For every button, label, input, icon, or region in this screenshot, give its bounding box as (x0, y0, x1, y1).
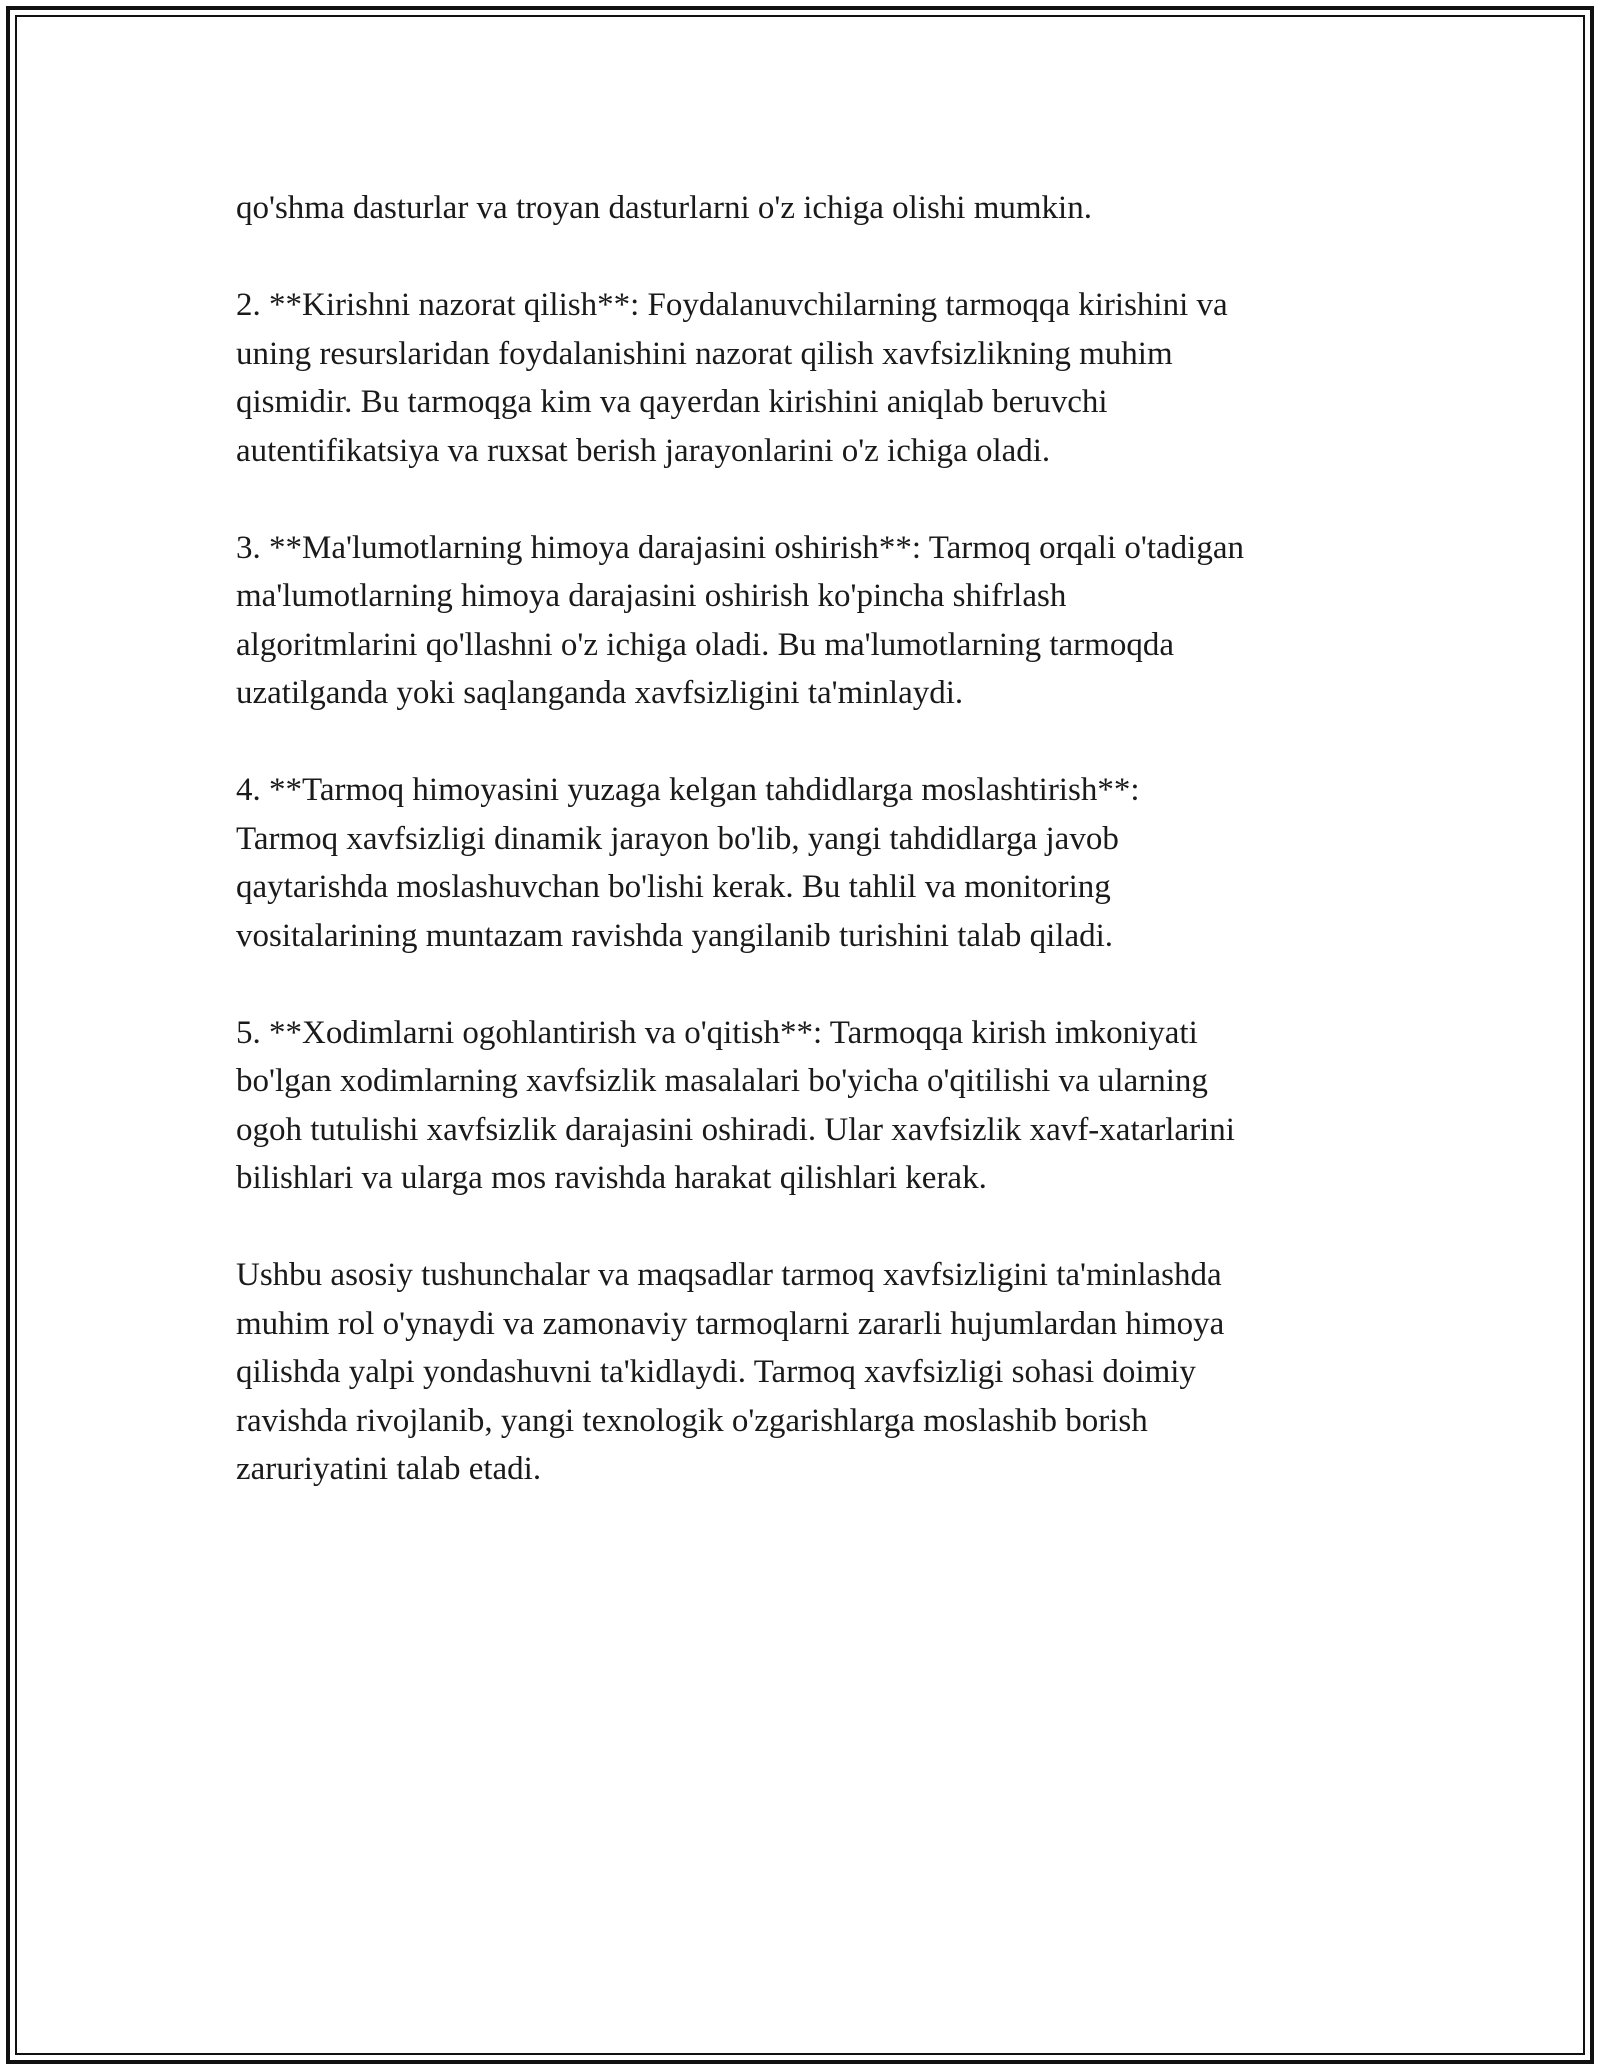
paragraph-data-protection: 3. **Ma'lumotlarning himoya darajasini oshirish**: Tarmoq orqali o'tadigan ma'lumotlarning himoya darajasini oshirish ko'pincha shifrlash algoritmlarini qo'llashni o'z ichiga oladi. Bu ma'lumotlarning tarmoqda uzatilganda yoki saqlanganda xavfsizligini ta'minlaydi. (236, 529, 1244, 711)
document-body (236, 184, 1396, 1542)
paragraph-continuation: qo'shma dasturlar va troyan dasturlarni o'z ichiga olishi mumkin. (236, 190, 1092, 226)
paragraph-threat-adaptation: 4. **Tarmoq himoyasini yuzaga kelgan tahdidlarga moslashtirish**: Tarmoq xavfsizligi dinamik jarayon bo'lib, yangi tahdidlarga javob qaytarishda moslashuvchan bo'lishi kerak. Bu tahlil va monitoring vositalarining muntazam ravishda yangilanib turishini talab qiladi. (236, 772, 1140, 954)
paragraph-conclusion: Ushbu asosiy tushunchalar va maqsadlar tarmoq xavfsizligini ta'minlashda muhim rol o'ynaydi va zamonaviy tarmoqlarni zararli hujumlardan himoya qilishda yalpi yondashuvni ta'kidlaydi. Tarmoq xavfsizligi sohasi doimiy ravishda rivojlanib, yangi texnologik o'zgarishlarga moslashib borish zaruriyatini talab etadi. (236, 1257, 1225, 1487)
paragraph-staff-training: 5. **Xodimlarni ogohlantirish va o'qitish**: Tarmoqqa kirish imkoniyati bo'lgan xodimlarning xavfsizlik masalalari bo'yicha o'qitilishi va ularning ogoh tutulishi xavfsizlik darajasini oshiradi. Ular xavfsizlik xavf-xatarlarini bilishlari va ularga mos ravishda harakat qilishlari kerak. (236, 1014, 1235, 1196)
paragraph-access-control: 2. **Kirishni nazorat qilish**: Foydalanuvchilarning tarmoqqa kirishini va uning resurslaridan foydalanishini nazorat qilish xavfsizlikning muhim qismidir. Bu tarmoqga kim va qayerdan kirishini aniqlab beruvchi autentifikatsiya va ruxsat berish jarayonlarini o'z ichiga oladi. (236, 287, 1228, 469)
